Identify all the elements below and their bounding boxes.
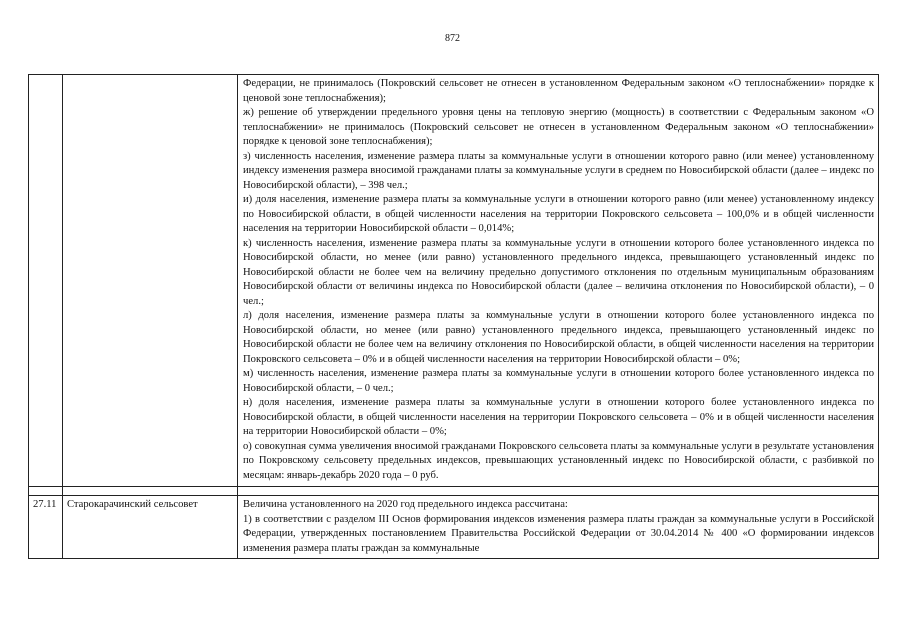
paragraph: 1) в соответствии с разделом III Основ формирования индексов изменения размера платы граждан за коммунальные услуги в Российской Федерации, утвержденных постановлением Правительства Российской Федерации от 30.04.2014 № 400 «О формировании индексов изменения размера платы граждан за коммунальные	[243, 513, 874, 554]
paragraph: Величина установленного на 2020 год предельного индекса рассчитана:	[243, 499, 568, 510]
table-row-spacer	[29, 487, 879, 496]
description-cell	[238, 496, 879, 559]
paragraph: и) доля населения, изменение размера платы за коммунальные услуги в отношении которого равно (или менее) установленному индексу по Новосибирской области, в общей численности населения на территории Покровского сельсовета – 100,0% и в общей численности населения на территории Новосибирской области – 0,014%;	[243, 194, 874, 234]
paragraph: к) численность населения, изменение размера платы за коммунальные услуги в отношении которого более установленного индекса по Новосибирской области, но менее (или равно) установленного предельного индекса, превышающего установленный индекс по Новосибирской области не более чем на величину предельно допустимого отклонения по отдельным муниципальным образованиям Новосибирской области от величины индекса по Новосибирской области (далее – величина отклонения по Новосибирской области), – 0 чел.;	[243, 237, 874, 307]
municipality-name-cell	[63, 75, 238, 487]
page-number: 872	[445, 33, 460, 44]
paragraph: н) доля населения, изменение размера платы за коммунальные услуги в отношении которого более установленного индекса по Новосибирской области, в общей численности населения на территории Покровского сельсовета – 0% и в общей численности населения на территории Новосибирской области – 0%;	[243, 397, 874, 437]
table-row	[29, 496, 879, 559]
municipality-name-cell: Старокарачинский сельсовет	[63, 496, 238, 559]
row-number-cell: 27.11	[29, 496, 63, 559]
paragraph: м) численность населения, изменение размера платы за коммунальные услуги в отношении которого более установленного индекса по Новосибирской области, – 0 чел.;	[243, 368, 874, 394]
paragraph: Федерации, не принималось (Покровский сельсовет не отнесен в установленном Федеральным законом «О теплоснабжении» порядке к ценовой зоне теплоснабжения);	[243, 78, 874, 104]
paragraph: з) численность населения, изменение размера платы за коммунальные услуги в отношении которого равно (или менее) установленному индексу изменения размера вносимой гражданами платы за коммунальные услуги в среднем по Новосибирской области (далее – индекс по Новосибирской области), – 398 чел.;	[243, 150, 874, 191]
paragraph: ж) решение об утверждении предельного уровня цены на тепловую энергию (мощность) в соответствии с Федеральным законом «О теплоснабжении» не принималось (Покровский сельсовет не отнесен в установленном Федеральным законом «О теплоснабжении» порядке к ценовой зоне теплоснабжения);	[243, 107, 874, 147]
description-cell	[238, 75, 879, 487]
paragraph: о) совокупная сумма увеличения вносимой гражданами Покровского сельсовета платы за коммунальные услуги в результате установления по Покровскому сельсовету предельных индексов, превышающих установленный индекс по Новосибирской области, с разбивкой по месяцам: январь-декабрь 2020 года – 0 руб.	[243, 440, 874, 481]
document-table	[28, 74, 879, 559]
table-row	[29, 75, 879, 487]
paragraph: л) доля населения, изменение размера платы за коммунальные услуги в отношении которого более установленного индекса по Новосибирской области, но менее (или равно) установленного предельного индекса, превышающего установленный индекс по Новосибирской области не более чем на величину отклонения по Новосибирской области, в общей численности населения на территории Покровского сельсовета – 0% и в общей численности населения на территории Новосибирской области – 0%;	[243, 310, 874, 365]
row-number-cell	[29, 75, 63, 487]
